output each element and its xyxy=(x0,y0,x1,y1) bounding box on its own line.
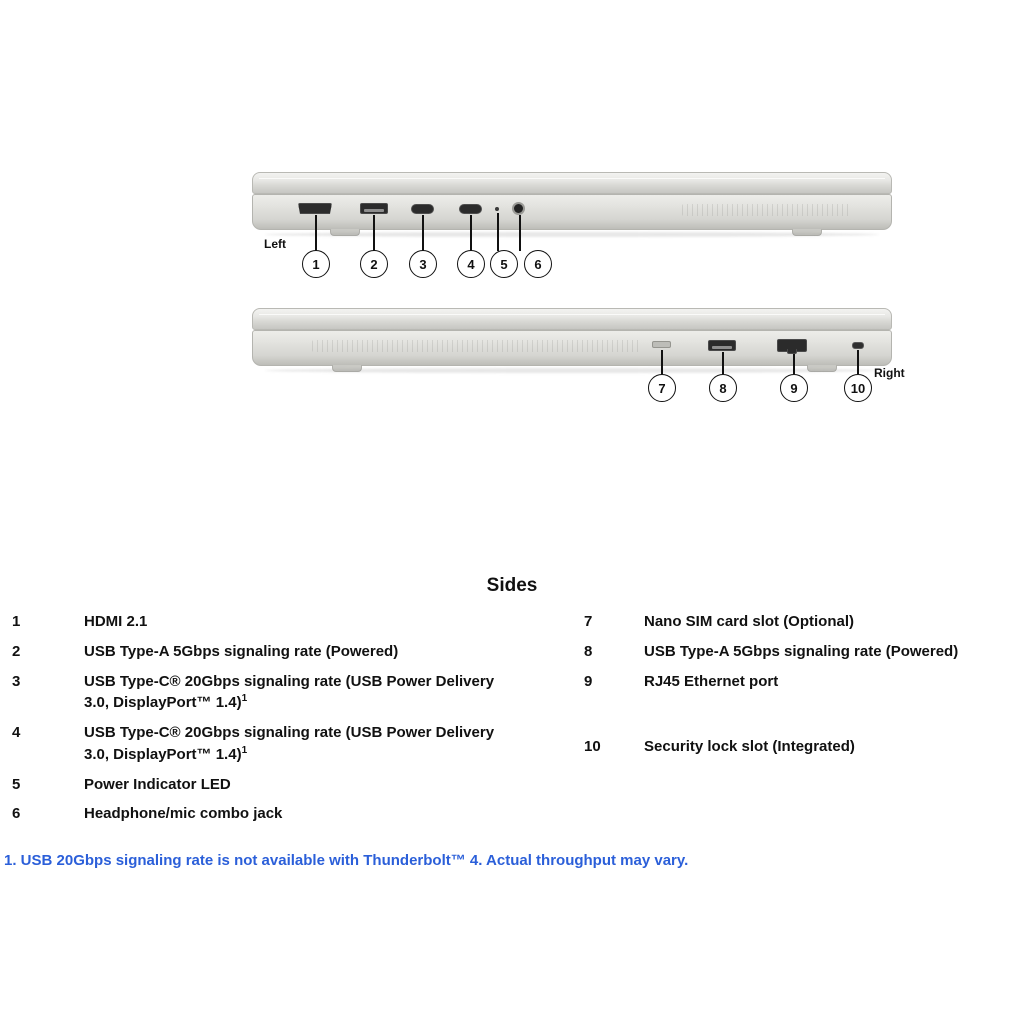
legend-item-text: RJ45 Ethernet port xyxy=(644,672,779,690)
leader-line xyxy=(661,350,663,374)
legend-item-label xyxy=(84,803,282,825)
callout-8: 8 xyxy=(709,374,737,402)
sides-legend xyxy=(0,575,1024,833)
legend-item xyxy=(584,671,1024,693)
legend-item-label xyxy=(644,736,855,758)
port-usb-type-a-right xyxy=(708,340,736,351)
leader-line xyxy=(315,215,317,251)
laptop-lid-right-view xyxy=(252,308,892,330)
port-rj45-ethernet xyxy=(777,339,807,352)
legend-item xyxy=(12,641,512,663)
legend-item-label xyxy=(644,641,958,663)
legend-item-label xyxy=(84,611,147,633)
legend-item-text: USB Type-C® 20Gbps signaling rate (USB Power Delivery 3.0, DisplayPort™ 1.4) xyxy=(84,672,495,712)
footnote: 1. USB 20Gbps signaling rate is not available with Thunderbolt™ 4. Actual throughput may vary. xyxy=(4,852,689,869)
legend-column-left xyxy=(0,611,512,833)
legend-item-number: 3 xyxy=(12,672,21,690)
legend-item-text: Headphone/mic combo jack xyxy=(84,805,283,823)
legend-item-number: 9 xyxy=(584,672,593,690)
port-hdmi xyxy=(298,203,332,214)
vent-texture-right-view xyxy=(312,340,642,352)
legend-item-number: 8 xyxy=(584,642,593,660)
legend-item xyxy=(584,641,1024,663)
port-usb-type-c-1 xyxy=(411,204,434,214)
legend-item-text: HDMI 2.1 xyxy=(84,613,148,630)
legend-item-text: USB Type-A 5Gbps signaling rate (Powered) xyxy=(84,642,399,660)
legend-item-number: 7 xyxy=(584,613,593,630)
legend-item-number: 6 xyxy=(12,805,21,823)
legend-item-number: 2 xyxy=(12,642,21,660)
callout-9: 9 xyxy=(780,374,808,402)
legend-item-number: 4 xyxy=(12,724,21,741)
leader-line xyxy=(373,215,375,251)
legend-item xyxy=(12,803,512,825)
port-usb-type-c-2 xyxy=(459,204,482,214)
callout-2: 2 xyxy=(360,250,388,278)
legend-item-number: 10 xyxy=(584,738,601,756)
side-label-left: Left xyxy=(264,237,286,251)
laptop-left-side-view xyxy=(252,172,892,272)
vent-texture-left-view xyxy=(682,204,852,216)
laptop-lid-left-view xyxy=(252,172,892,194)
laptop-illustration xyxy=(0,0,1024,470)
leader-line xyxy=(857,350,859,374)
port-nano-sim-slot xyxy=(652,341,671,348)
leader-line xyxy=(422,215,424,251)
callout-7: 7 xyxy=(648,374,676,402)
legend-item-number: 5 xyxy=(12,775,21,793)
legend-item xyxy=(584,611,1024,633)
legend-column-right xyxy=(512,611,1024,833)
laptop-shadow xyxy=(265,232,879,237)
leader-line xyxy=(519,215,521,251)
legend-item xyxy=(12,722,512,766)
callout-4: 4 xyxy=(457,250,485,278)
leader-line xyxy=(722,352,724,374)
legend-item-text: USB Type-A 5Gbps signaling rate (Powered) xyxy=(644,642,959,660)
legend-item xyxy=(12,671,512,715)
legend-footnote-marker: 1 xyxy=(241,744,248,756)
legend-item-label xyxy=(84,671,512,715)
callout-10: 10 xyxy=(844,374,872,402)
legend-item xyxy=(12,774,512,796)
power-indicator-led xyxy=(495,207,499,211)
legend-item-text: Power Indicator LED xyxy=(84,775,231,793)
callout-1: 1 xyxy=(302,250,330,278)
port-usb-type-a xyxy=(360,203,388,214)
legend-item-text: Security lock slot (Integrated) xyxy=(644,738,855,756)
side-label-right: Right xyxy=(874,366,905,380)
legend-item xyxy=(584,736,1024,758)
laptop-shadow xyxy=(265,368,879,373)
legend-item-label xyxy=(644,671,778,693)
legend-item xyxy=(12,611,512,633)
leader-line xyxy=(793,354,795,374)
legend-item-label xyxy=(644,611,854,633)
leader-line xyxy=(497,213,499,251)
legend-footnote-marker: 1 xyxy=(241,693,248,705)
legend-item-text: USB Type-C® 20Gbps signaling rate (USB Power Delivery 3.0, DisplayPort™ 1.4) xyxy=(84,724,495,763)
callout-5: 5 xyxy=(490,250,518,278)
port-headphone-mic-jack xyxy=(512,202,525,215)
callout-3: 3 xyxy=(409,250,437,278)
legend-item-label xyxy=(84,641,398,663)
port-security-lock-slot xyxy=(852,342,864,349)
legend-item-text: Nano SIM card slot (Optional) xyxy=(644,613,855,630)
legend-item-label xyxy=(84,774,231,796)
callout-6: 6 xyxy=(524,250,552,278)
laptop-right-side-view xyxy=(252,308,905,396)
legend-item-label xyxy=(84,722,512,766)
legend-item-number: 1 xyxy=(12,613,21,630)
legend-title: Sides xyxy=(486,575,538,596)
leader-line xyxy=(470,215,472,251)
